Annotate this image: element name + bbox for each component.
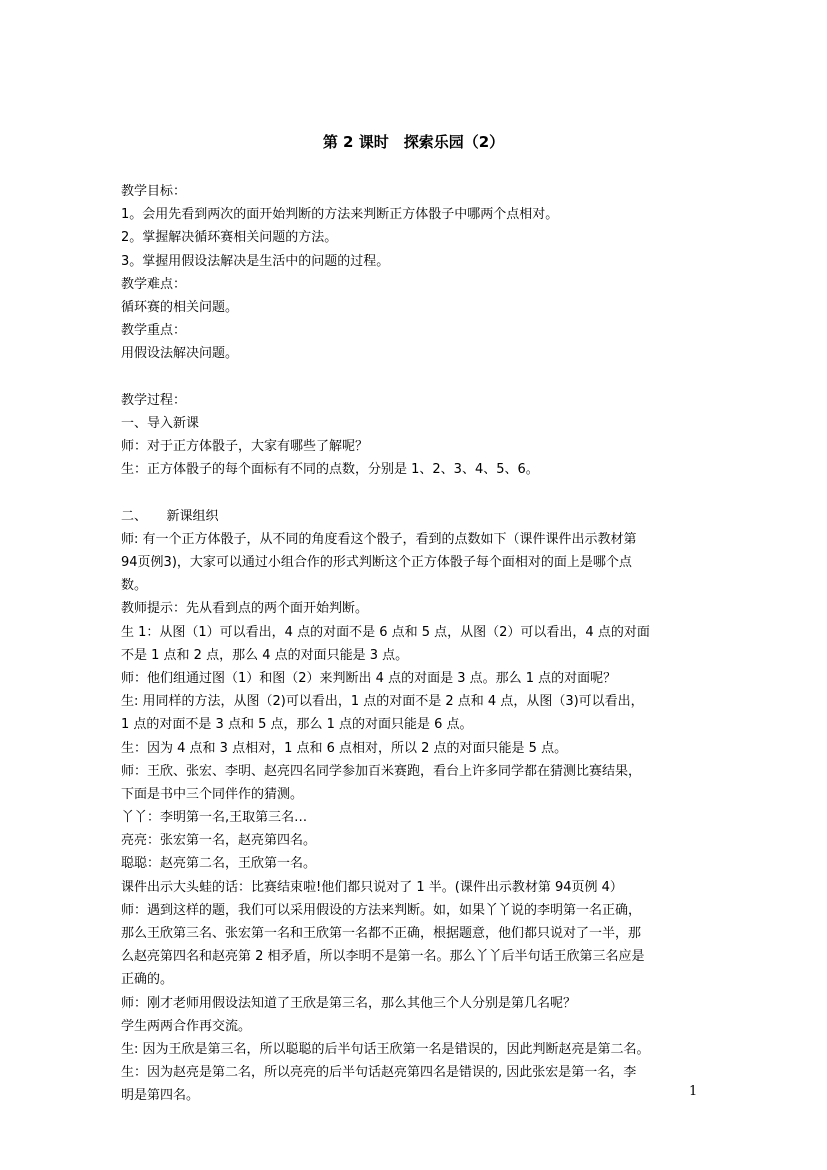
text-line: 那么王欣第三名、张宏第一名和王欣第一名都不正确，根据题意，他们都只说对了一半，那 [121, 926, 642, 941]
text-line: 教学过程： [121, 392, 187, 408]
text-line: 3。掌握用假设法解决是生活中的问题的过程。 [121, 253, 390, 269]
text-line: 师：遇到这样的题，我们可以采用假设的方法来判断。如，如果丫丫说的李明第一名正确， [121, 902, 642, 918]
text-line: 教学难点： [121, 276, 187, 292]
blank-line [121, 366, 711, 389]
text-line: 生: 用同样的方法，从图（2)可以看出，1 点的对面不是 2 点和 4 点，从图（3)可以看出， [121, 694, 644, 710]
text-line: 教学重点： [121, 323, 187, 339]
text-line: 下面是书中三个同伴作的猜测。 [121, 786, 304, 802]
text-line: 数。 [121, 578, 148, 594]
text-line: 师: 有一个正方体骰子，从不同的角度看这个骰子，看到的点数如下（课件课件出示教材第 [121, 531, 637, 547]
text-line: 循环赛的相关问题。 [121, 299, 239, 315]
text-line: 生：因为 4 点和 3 点相对，1 点和 6 点相对，所以 2 点的对面只能是 5 点。 [121, 740, 568, 756]
text-line: 师：他们组通过图（1）和图（2）来判断出 4 点的对面是 3 点。那么 1 点的对面呢？ [121, 670, 617, 686]
text-line: 1。会用先看到两次的面开始判断的方法来判断正方体骰子中哪两个点相对。 [121, 207, 559, 223]
text-line: 教学目标： [121, 184, 187, 199]
text-line: 正确的。 [121, 972, 174, 988]
text-line: 亮亮：张宏第一名，赵亮第四名。 [121, 833, 317, 849]
text-line: 明是第四名。 [121, 1088, 200, 1104]
text-line: 2。掌握解决循环赛相关问题的方法。 [121, 230, 338, 246]
text-line: 生: 因为王欣是第三名，所以聪聪的后半句话王欣第一名是错误的，因此判断赵亮是第二名。 [121, 1041, 650, 1057]
text-line: 二、 新课组织 [121, 508, 219, 524]
text-line: 课件出示大头蛙的话：比赛结束啦!他们都只说对了 1 半。(课件出示教材第 94页例 4） [121, 879, 623, 895]
text-line: 教师提示：先从看到点的两个面开始判断。 [121, 601, 369, 617]
lesson-body [121, 180, 711, 1108]
text-line: 用假设法解决问题。 [121, 346, 239, 362]
text-line: 生：因为赵亮是第二名，所以亮亮的后半句话赵亮第四名是错误的, 因此张宏是第一名，李 [121, 1065, 637, 1081]
text-line: 生：正方体骰子的每个面标有不同的点数，分别是 1、2、3、4、5、6。 [121, 462, 539, 478]
text-line: 师：王欣、张宏、李明、赵亮四名同学参加百米赛跑，看台上许多同学都在猜测比赛结果， [121, 763, 642, 779]
blank-line [121, 481, 711, 504]
lesson-title: 第 2 课时 探索乐园（2） [322, 133, 505, 151]
text-line: 一、导入新课 [121, 415, 200, 431]
text-line: 生 1：从图（1）可以看出，4 点的对面不是 6 点和 5 点，从图（2）可以看出，4 点的对面 [121, 624, 650, 640]
page-number: 1 [689, 1084, 698, 1099]
text-line: 丫丫：李明第一名,王取第三名… [121, 810, 308, 826]
text-line: 1 点的对面不是 3 点和 5 点，那么 1 点的对面只能是 6 点。 [121, 717, 473, 733]
text-line: 么赵亮第四名和赵亮第 2 相矛盾，所以李明不是第一名。那么丫丫后半句话王欣第三名应是 [121, 949, 645, 965]
text-line: 聪聪：赵亮第二名，王欣第一名。 [121, 856, 317, 872]
text-line: 不是 1 点和 2 点，那么 4 点的对面只能是 3 点。 [121, 647, 409, 663]
text-line: 师：对于正方体骰子，大家有哪些了解呢？ [121, 439, 369, 455]
text-line: 学生两两合作再交流。 [121, 1018, 252, 1034]
text-line: 师：刚才老师用假设法知道了王欣是第三名，那么其他三个人分别是第几名呢？ [121, 995, 577, 1011]
text-line: 94页例3)，大家可以通过小组合作的形式判断这个正方体骰子每个面相对的面上是哪个点 [121, 555, 632, 570]
